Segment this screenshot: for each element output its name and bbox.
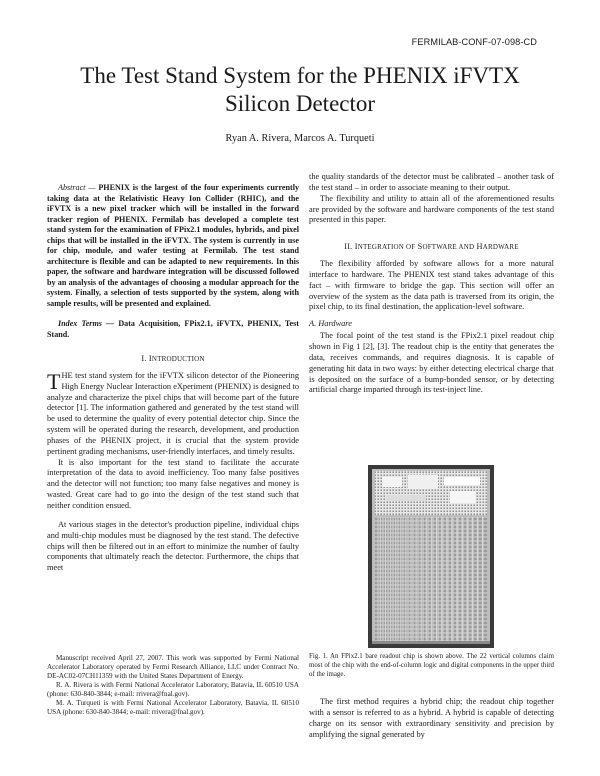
integration-paragraph-1: The flexibility afforded by software allows for a more natural interface to hardware. The PHENIX test stand takes advantage of this fact – with firmware to bridge the gap. This section will offer an overview of the system as the data path is traversed from its origin, the pixel chip, to its final destination, the application-level software. bbox=[309, 259, 554, 312]
intro-paragraph-3: At various stages in the detector's production pipeline, individual chips and multi-chip modules must be diagnosed by the test stand. The defective chips will then be filtered out in an effort to minimize the number of faulty components that ultimately reach the detector. Furthermore, the chips that meet bbox=[47, 519, 299, 573]
index-terms-label: Index Terms — bbox=[58, 319, 115, 328]
right-column bbox=[309, 172, 554, 396]
hardware-paragraph-1: The focal point of the test stand is the FPix2.1 pixel readout chip shown in Fig 1 [2], [3]. The readout chip is the entity that generates the data, receives commands, and requires diagnosis. It is capable of generating hit data in two ways: by either detecting electrical charge that is deposited on the surface of a bump-bonded sensor, or by detecting artificial charge imparted through its test-inject line. bbox=[309, 331, 554, 395]
section-heading-integration: II. INTEGRATION OF SOFTWARE AND HARDWARE bbox=[344, 242, 519, 252]
author-list: Ryan A. Rivera, Marcos A. Turqueti bbox=[225, 133, 375, 144]
footnote: M. A. Turqueti is with Fermi National Accelerator Laboratory, Batavia, IL 60510 USA (phone: 630-840-3844; e-mail: rrivera@fnal.gov). bbox=[47, 699, 299, 717]
intro-paragraph-4: The flexibility and utility to attain all of the aforementioned results are provided by the software and hardware components of the test stand presented in this paper. bbox=[309, 193, 554, 225]
footnote: Manuscript received April 27, 2007. This work was supported by Fermi National Accelerator Laboratory operated by Fermi Research Alliance, LLC under Contract No. DE-AC02-07CH11359 with the United States Department of Energy. bbox=[47, 654, 299, 681]
figure-caption: Fig. 1. An FPix2.1 bare readout chip is shown above. The 22 vertical columns claim most of the chip with the end-of-column logic and digital components in the upper third of the image. bbox=[309, 653, 554, 678]
index-terms-text: Data Acquisition, FPix2.1, iFVTX, PHENIX, Test Stand. bbox=[47, 319, 299, 339]
abstract-label: Abstract — bbox=[58, 183, 96, 192]
pixel-column-array bbox=[375, 517, 487, 641]
left-column bbox=[47, 183, 299, 574]
intro-paragraph-2: It is also important for the test stand to facilitate the accurate interpretation of the data to avoid inefficiency. Too many false positives and the detector will not function; too many false negatives and money is wasted. Great care had to go into the design of the test stand such that neither condition ensued. bbox=[47, 457, 299, 510]
intro-paragraph-1: THE test stand system for the iFVTX silicon detector of the Pioneering High Energy Nuclear Interaction eXperiment (PHENIX) is designed to analyze and characterize the pixel chips that will become part of the future detector [1]. The information gathered and generated by the test stand will be used to determine the quality of every potential detector chip. Since the system will be operated during the research, development, and production phases of the PHENIX project, it is crucial that the system provide pertinent grading mechanisms, user-friendly interfaces, and timely results. bbox=[47, 368, 299, 456]
figure-fpix-chip-image bbox=[368, 465, 494, 648]
footnote: R. A. Rivera is with Fermi National Accelerator Laboratory, Batavia, IL 60510 USA (phone: 630-840-3844; e-mail: rrivera@fnal.gov). bbox=[47, 681, 299, 699]
drop-cap: T bbox=[47, 368, 61, 394]
report-number: FERMILAB-CONF-07-098-CD bbox=[411, 37, 537, 47]
paper-title-line-2: Silicon Detector bbox=[224, 91, 376, 116]
hardware-paragraph-2: The first method requires a hybrid chip; the readout chip together with a sensor is referred to as a hybrid. A hybrid is capable of detecting charge on its sensor with extraordinary sensitivity and precision by amplifying the signal generated by bbox=[309, 697, 554, 739]
paper-title-line-1: The Test Stand System for the PHENIX iFVTX bbox=[80, 63, 520, 88]
abstract bbox=[47, 183, 299, 309]
section-heading-introduction: I. INTRODUCTION bbox=[141, 354, 205, 363]
intro-paragraph-3-continued: the quality standards of the detector must be calibrated – another task of the test stand – in order to associate meaning to their output. bbox=[309, 172, 554, 192]
chip-photo-illustration bbox=[368, 465, 494, 648]
paper-title bbox=[40, 62, 560, 118]
footnotes bbox=[47, 654, 299, 717]
subsection-heading-hardware: A. Hardware bbox=[309, 319, 352, 329]
index-terms bbox=[47, 319, 299, 340]
abstract-text: PHENIX is the largest of the four experiments currently taking data at the Relativistic Heavy Ion Collider (RHIC), and the iFVTX is a new pixel tracker which will be installed in the forward tracker region of PHENIX. Fermilab has developed a complete test stand system for the examination of FPix2.1 modules, hybrids, and pixel chips that will be installed in the iFVTX. The system is currently in use for chip, module, and wafer testing at Fermilab. The test stand architecture is flexible and can be adapted to new requirements. In this paper, the software and hardware integration will be discussed followed by an analysis of the advantages of choosing a modular approach for the system. Finally, a selection of tests supported by the system, along with sample results, will be presented and explained. bbox=[47, 183, 299, 308]
